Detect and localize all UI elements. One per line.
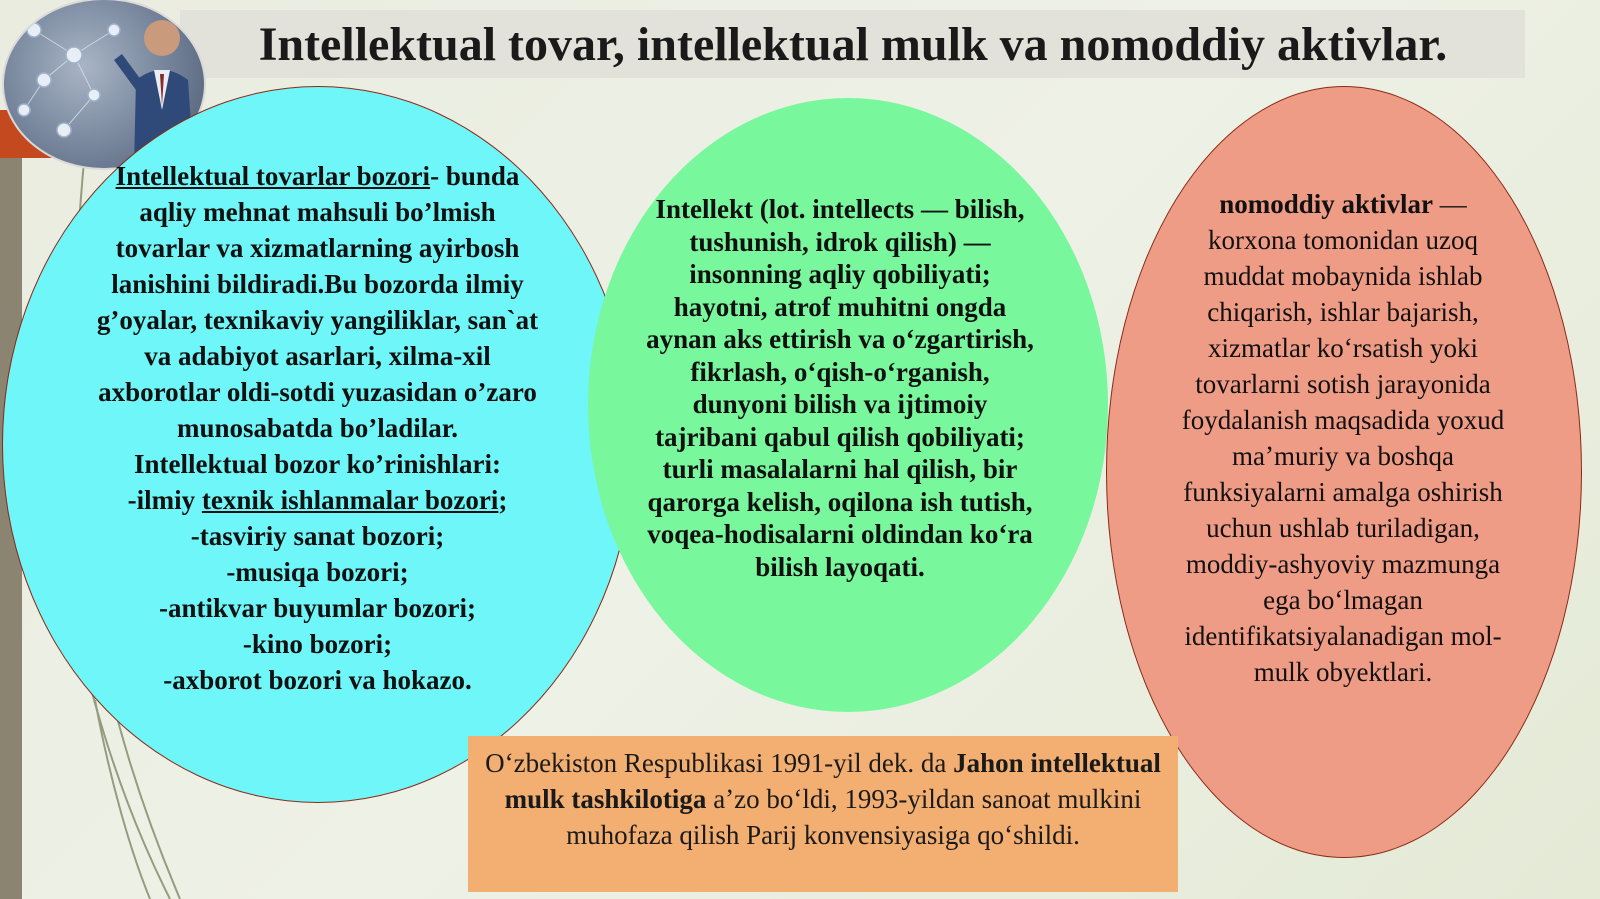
bottom-post: aʼzo boʻldi, 1993-yildan sanoat mulkini muhofaza qilish Parij konvensiyasiga qoʻshildi. [566,784,1142,850]
left-list-item: -musiqa bozori; [226,557,409,587]
left-list-item: -antikvar buyumlar bozori; [158,593,477,623]
bottom-bold: Jahon intellektual mulk tashkilotiga [504,748,1161,814]
bottom-note-text [478,745,1168,853]
left-list-item: -kino bozori; [242,629,393,659]
bottom-pre: Oʻzbekiston Respublikasi 1991-yil dek. da [485,748,954,778]
left-list-item: -tasviriy sanat bozori; [190,521,445,551]
left-item1-suffix: ; [498,485,508,515]
page-title: Intellektual tovar, intellektual mulk va nomoddiy aktivlar. [258,18,1448,71]
left-item1-prefix: -ilmiy [127,485,202,515]
intellectual-goods-market-text [90,158,545,698]
left-heading-suffix: - [430,161,440,191]
left-subheading: Intellektual bozor ko’rinishlari: [133,449,502,479]
right-definition: — korxona tomonidan uzoq muddat mobaynida ishlab chiqarish, ishlar bajarish, xizmatlar koʻrsatish yoki tovarlarni sotish jarayonida foydalanish maqsadida yoxud maʼmuriy va boshqa funksiyalarni amalga oshirish uchun ushlab turiladigan, moddiy-ashyoviy mazmunga ega boʻlmagan identifikatsiyalanadigan mol-mulk obyektlari. [1181,189,1505,687]
left-list-item: -axborot bozori va hokazo. [163,665,472,695]
intellect-definition-text: Intellekt (lot. intellects — bilish, tushunish, idrok qilish) — insonning aqliy qobiliyati; hayotni, atrof muhitni ongda aynan aks ettirish va oʻzgartirish, fikrlash, oʻqish-oʻrganish, dunyoni bilish va ijtimoiy tajribani qabul qilish qobiliyati; turli masalalarni hal qilish, bir qarorga kelish, oqilona ish tutish, voqea-hodisalarni oldindan koʻra bilish layoqati. [646,194,1034,582]
intangible-assets-text [1173,186,1513,690]
left-body: bunda aqliy mehnat mahsuli bo’lmish tovarlar va xizmatlarning ayirbosh lanishini bildiradi.Bu bozorda ilmiy g’oyalar, texnikaviy yangiliklar, san`at va adabiyot asarlari, xilma-xil axborotlar oldi-sotdi yuzasidan o’zaro munosabatda bo’ladilar. [96,161,539,443]
right-term: nomoddiy aktivlar [1219,189,1434,219]
left-item1-link: texnik ishlanmalar bozori [201,485,499,515]
left-heading: Intellektual tovarlar bozori [115,161,431,191]
